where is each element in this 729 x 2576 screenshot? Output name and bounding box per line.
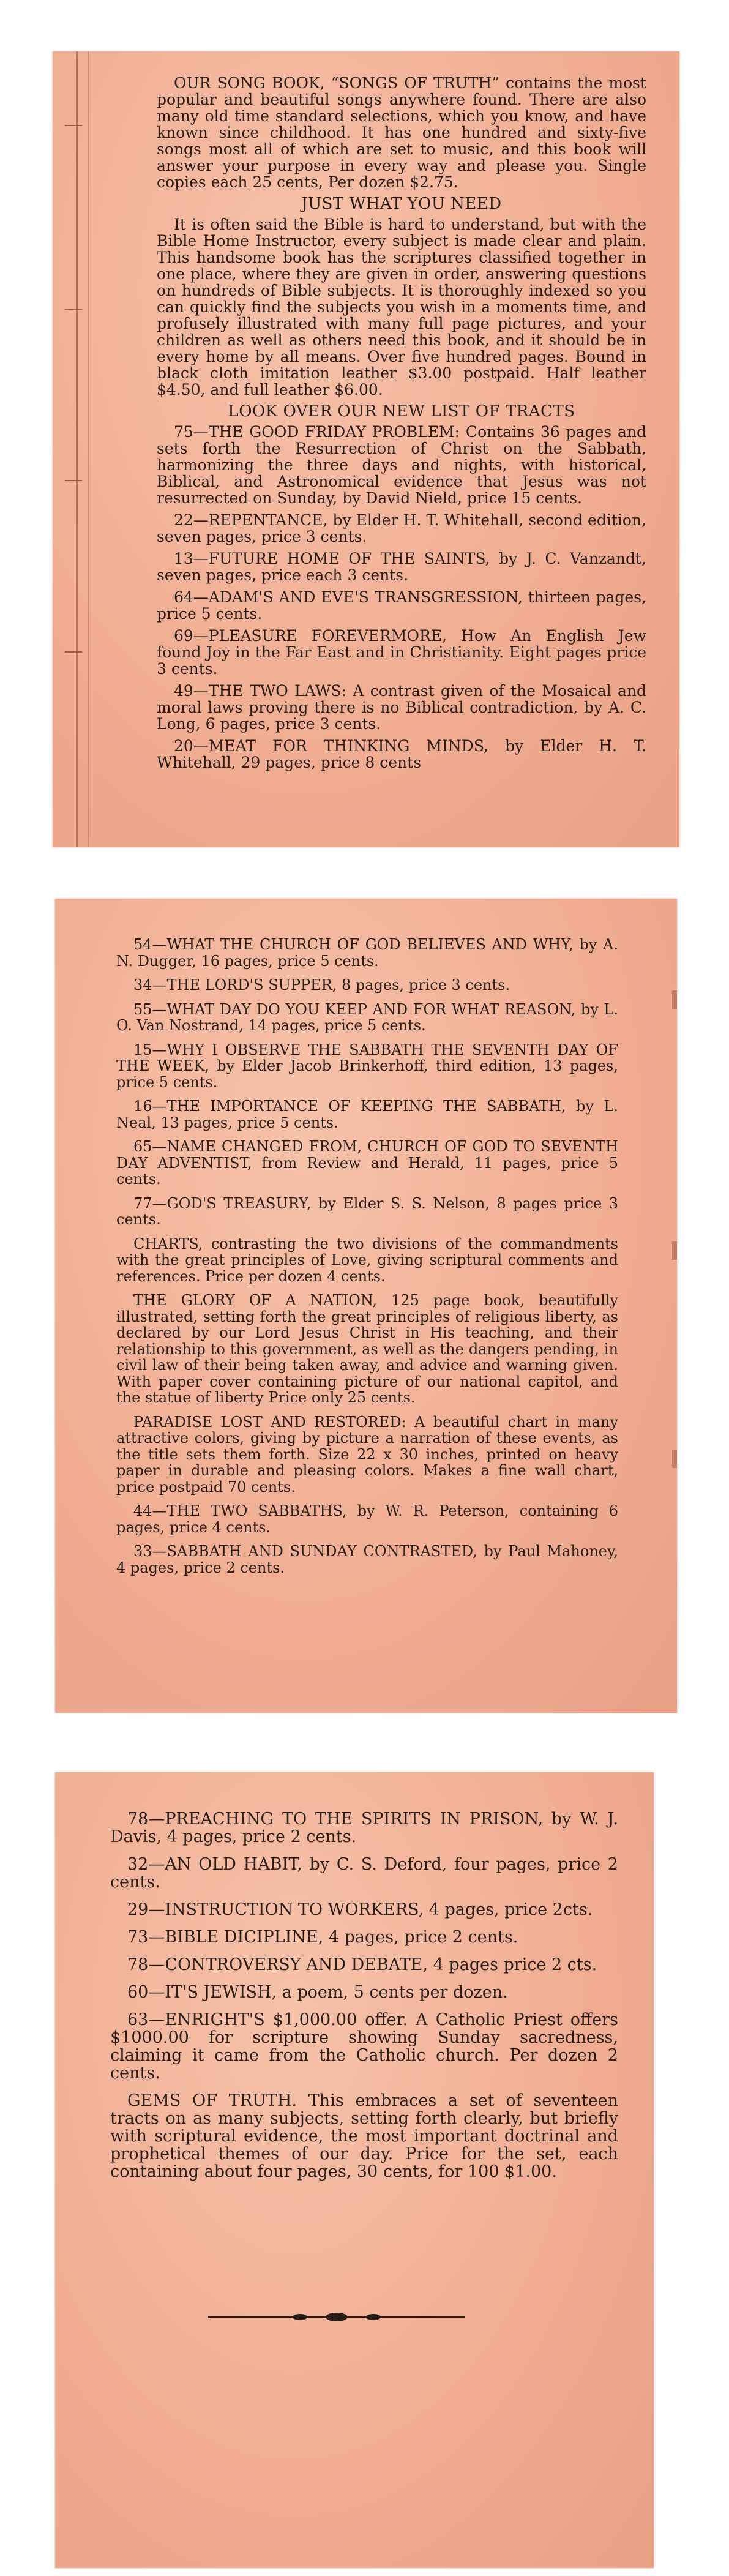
tract-item: 78—PREACHING TO THE SPIRITS IN PRISON, by W. J. Davis, 4 pages, price 2 cents.: [110, 1810, 618, 1846]
page-3-text: [110, 1810, 618, 2190]
tract-item: 20—MEAT FOR THINKING MINDS, by Elder H. T. Whitehall, 29 pages, price 8 cents: [157, 737, 646, 771]
tract-item: 34—THE LORD'S SUPPER, 8 pages, price 3 cents.: [133, 976, 510, 994]
edge-mark: [672, 1241, 677, 1260]
stitch-mark: [65, 309, 82, 310]
tract-item: 64—ADAM'S AND EVE'S TRANSGRESSION, thirteen pages, price 5 cents.: [157, 588, 646, 623]
edge-mark: [672, 1450, 677, 1468]
tract-item: 55—WHAT DAY DO YOU KEEP AND FOR WHAT REASON, by L. O. Van Nostrand, 14 pages, price 5 cents.: [116, 1000, 618, 1034]
tract-item: 78—CONTROVERSY AND DEBATE, 4 pages price 2 cts.: [127, 1955, 597, 1974]
page-2: [55, 899, 677, 1713]
binding-crease: [88, 51, 89, 847]
tract-item: 15—WHY I OBSERVE THE SABBATH THE SEVENTH DAY OF THE WEEK, by Elder Jacob Brinkerhoff, third edition, 13 pages, price 5 cents.: [116, 1041, 618, 1091]
tract-item: 13—FUTURE HOME OF THE SAINTS, by J. C. Vanzandt, seven pages, price each 3 cents.: [157, 550, 646, 584]
heading-tract-list: LOOK OVER OUR NEW LIST OF TRACTS: [228, 402, 575, 421]
stitch-mark: [65, 125, 82, 126]
tract-item: 60—IT'S JEWISH, a poem, 5 cents per dozen.: [127, 1983, 508, 2002]
tract-item: 63—ENRIGHT'S $1,000.00 offer. A Catholic Priest offers $1000.00 for scripture showing Sunday sacredness, claiming it came from the Catholic church. Per dozen 2 cents.: [110, 2010, 618, 2083]
tract-item: 54—WHAT THE CHURCH OF GOD BELIEVES AND WHY, by A. N. Dugger, 16 pages, price 5 cents.: [116, 936, 618, 970]
page-3: [55, 1772, 654, 2568]
tract-item: 69—PLEASURE FOREVERMORE, How An English Jew found Joy in the Far East and in Christianity. Eight pages price 3 cents.: [157, 627, 646, 678]
bible-instructor-paragraph: It is often said the Bible is hard to understand, but with the Bible Home Instructor, every subject is made clear and plain. This handsome book has the scriptures classified together in one place, where they are given in order, answering questions on hundreds of Bible subjects. It is thoroughly indexed so you can quickly find the subjects you wish in a moments time, and profusely illustrated with many full page pictures, and your children as well as others need this book, and it should be in every home by all means. Over five hundred pages. Bound in black cloth imitation leather $3.00 postpaid. Half leather $4.50, and full leather $6.00.: [157, 215, 646, 399]
page-2-text: [116, 937, 618, 1584]
edge-mark: [672, 990, 677, 1009]
tract-item: 77—GOD'S TREASURY, by Elder S. S. Nelson, 8 pages price 3 cents.: [116, 1194, 618, 1228]
decorative-divider-icon: [208, 2311, 465, 2323]
stitch-mark: [65, 651, 82, 653]
tract-item: 65—NAME CHANGED FROM, CHURCH OF GOD TO SEVENTH DAY ADVENTIST, from Review and Herald, 11 pages, price 5 cents.: [116, 1138, 618, 1188]
stitch-mark: [65, 480, 82, 481]
tract-item: 29—INSTRUCTION TO WORKERS, 4 pages, price 2cts.: [127, 1900, 593, 1919]
tract-item: 33—SABBATH AND SUNDAY CONTRASTED, by Paul Mahoney, 4 pages, price 2 cents.: [116, 1543, 618, 1576]
tract-item: GEMS OF TRUTH. This embraces a set of seventeen tracts on as many subjects, setting forth clearly, but briefly with scriptural evidence, the most important doctrinal and prophetical themes of our day. Price for the set, each containing about four pages, 30 cents, for 100 $1.00.: [110, 2091, 618, 2181]
tract-item: 22—REPENTANCE, by Elder H. T. Whitehall, second edition, seven pages, price 3 cents.: [157, 511, 646, 545]
binding-line: [76, 51, 78, 847]
page-1-text: [157, 75, 646, 776]
tract-item: CHARTS, contrasting the two divisions of the commandments with the great principles of Love, giving scriptural comments and references. Price per dozen 4 cents.: [116, 1235, 618, 1285]
tract-item: THE GLORY OF A NATION, 125 page book, beautifully illustrated, setting forth the great principles of religious liberty, as declared by our Lord Jesus Christ in His teaching, and their relationship to this government, as well as the dangers pending, in civil law of their being taken away, and advice and warning given. With paper cover containing picture of our national capitol, and the statue of liberty Price only 25 cents.: [116, 1292, 618, 1406]
tract-item: 73—BIBLE DICIPLINE, 4 pages, price 2 cents.: [127, 1928, 518, 1947]
page-1: [53, 51, 679, 847]
tract-item: 32—AN OLD HABIT, by C. S. Deford, four pages, price 2 cents.: [110, 1855, 618, 1892]
tract-item: PARADISE LOST AND RESTORED: A beautiful chart in many attractive colors, giving by picture a narration of these events, as the title sets them forth. Size 22 x 30 inches, printed on heavy paper in durable and pleasing colors. Makes a fine wall chart, price postpaid 70 cents.: [116, 1413, 618, 1496]
tract-item: 16—THE IMPORTANCE OF KEEPING THE SABBATH, by L. Neal, 13 pages, price 5 cents.: [116, 1098, 618, 1131]
tract-item: 49—THE TWO LAWS: A contrast given of the Mosaical and moral laws proving there is no Biblical contradiction, by A. C. Long, 6 pages, price 3 cents.: [157, 682, 646, 733]
song-book-paragraph: OUR SONG BOOK, “SONGS OF TRUTH” contains the most popular and beautiful songs anywhere found. There are also many old time standard selections, which you know, and have known since childhood. It has one hundred and sixty-five songs most all of which are set to music, and this book will answer your purpose in every way and please you. Single copies each 25 cents, Per dozen $2.75.: [157, 74, 646, 191]
tract-item: 75—THE GOOD FRIDAY PROBLEM: Contains 36 pages and sets forth the Resurrection of Christ on the Sabbath, harmonizing the three days and nights, with historical, Biblical, and Astronomical evidence that Jesus was not resurrected on Sunday, by David Nield, price 15 cents.: [157, 423, 646, 507]
tract-item: 44—THE TWO SABBATHS, by W. R. Peterson, containing 6 pages, price 4 cents.: [116, 1502, 618, 1536]
heading-just-what-you-need: JUST WHAT YOU NEED: [301, 195, 502, 213]
